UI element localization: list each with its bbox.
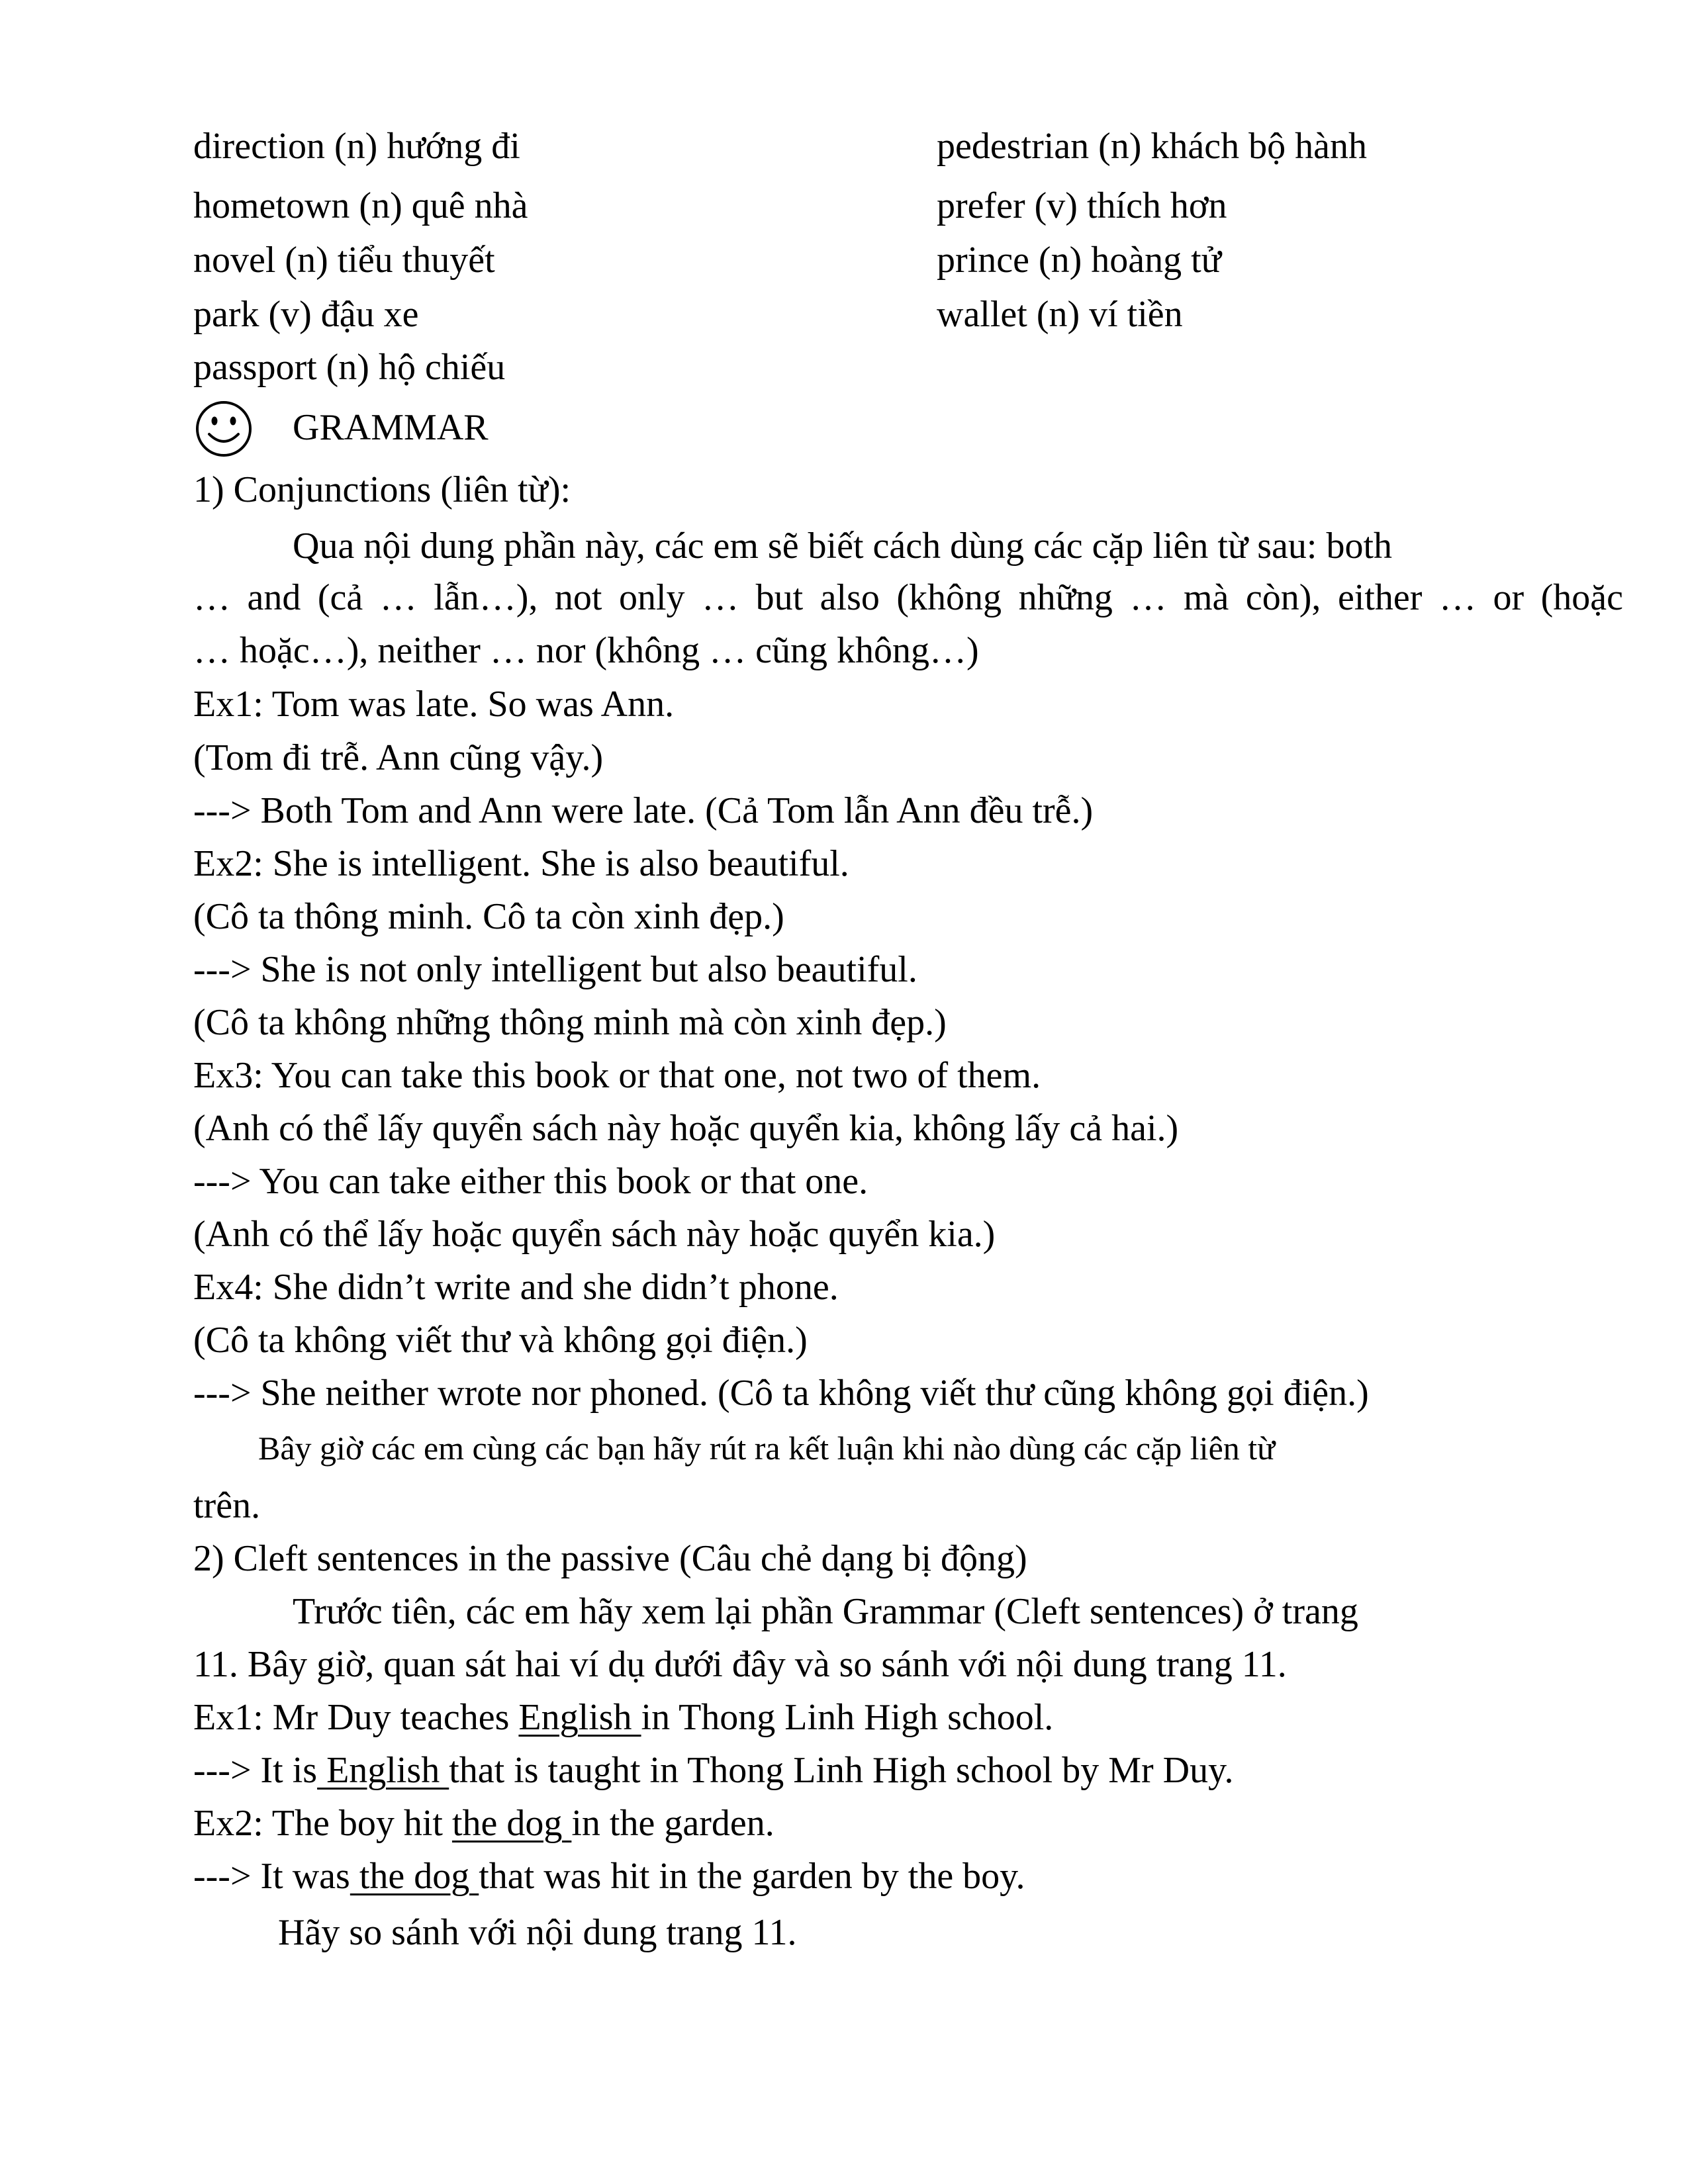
example-line: Ex1: Tom was late. So was Ann. [193, 684, 675, 725]
example-line: ---> Both Tom and Ann were late. (Cả Tom lẫn Ann đều trễ.) [193, 790, 1094, 831]
example-line: ---> She is not only intelligent but also beautiful. [193, 949, 917, 990]
example-line: ---> She neither wrote nor phoned. (Cô ta không viết thư cũng không gọi điện.) [193, 1373, 1369, 1414]
smiley-icon [193, 398, 254, 459]
section-2-title: 2) Cleft sentences in the passive (Câu chẻ dạng bị động) [193, 1538, 1027, 1579]
cleft-text: ---> It was [193, 1856, 350, 1897]
vocab-item: prince (n) hoàng tử [937, 240, 1221, 281]
cleft-focus-text: the dog [350, 1856, 479, 1897]
example-line: (Cô ta không viết thư và không gọi điện.) [193, 1320, 808, 1361]
cleft-focus-text: the dog [451, 1803, 572, 1844]
section-1-conclusion: Bây giờ các em cùng các bạn hãy rút ra kết luận khi nào dùng các cặp liên từ [258, 1430, 1276, 1467]
cleft-focus-text: English [317, 1750, 449, 1791]
example-line: Ex3: You can take this book or that one, not two of them. [193, 1055, 1041, 1096]
vocab-item: novel (n) tiểu thuyết [193, 240, 495, 281]
example-line: ---> You can take either this book or that one. [193, 1161, 868, 1202]
cleft-example-line [193, 1699, 1053, 1736]
section-1-intro-line: … hoặc…), neither … nor (không … cũng không…) [193, 630, 979, 671]
cleft-example-line [193, 1752, 1234, 1789]
vocab-item: direction (n) hướng đi [193, 126, 520, 167]
cleft-text: ---> It is [193, 1750, 318, 1791]
cleft-text: that was hit in the garden by the boy. [479, 1856, 1025, 1897]
example-line: (Tom đi trễ. Ann cũng vậy.) [193, 737, 604, 778]
example-line: (Cô ta không những thông minh mà còn xinh đẹp.) [193, 1002, 947, 1043]
section-1-intro-line: Qua nội dung phần này, các em sẽ biết cách dùng các cặp liên từ sau: both [293, 525, 1393, 567]
section-1-title: 1) Conjunctions (liên từ): [193, 469, 571, 510]
example-line: Ex2: She is intelligent. She is also beautiful. [193, 843, 849, 884]
vocab-item: pedestrian (n) khách bộ hành [937, 126, 1367, 167]
cleft-text: in Thong Linh High school. [641, 1697, 1054, 1738]
cleft-text: Ex1: Mr Duy teaches [193, 1697, 519, 1738]
grammar-heading: GRAMMAR [293, 407, 489, 448]
example-line: Ex4: She didn’t write and she didn’t phone. [193, 1267, 839, 1308]
example-line: (Anh có thể lấy hoặc quyển sách này hoặc quyển kia.) [193, 1214, 996, 1255]
section-1-intro-line: … and (cả … lẫn…), not only … but also (không những … mà còn), either … or (hoặc [193, 577, 1623, 618]
example-line: (Cô ta thông minh. Cô ta còn xinh đẹp.) [193, 896, 784, 937]
section-2-closing: Hãy so sánh với nội dung trang 11. [278, 1912, 797, 1953]
vocab-item: prefer (v) thích hơn [937, 185, 1227, 226]
section-2-intro-line: Trước tiên, các em hãy xem lại phần Grammar (Cleft sentences) ở trang [293, 1591, 1358, 1632]
cleft-text: in the garden. [571, 1803, 774, 1844]
cleft-example-line [193, 1858, 1025, 1895]
section-1-conclusion: trên. [193, 1485, 261, 1526]
cleft-focus-text: English [518, 1697, 641, 1738]
cleft-text: that is taught in Thong Linh High school by Mr Duy. [449, 1750, 1234, 1791]
vocab-item: hometown (n) quê nhà [193, 185, 528, 226]
section-2-intro-line: 11. Bây giờ, quan sát hai ví dụ dưới đây và so sánh với nội dung trang 11. [193, 1644, 1287, 1685]
cleft-example-line [193, 1805, 774, 1842]
cleft-text: Ex2: The boy hit [193, 1803, 452, 1844]
vocab-item: passport (n) hộ chiếu [193, 347, 506, 388]
vocab-item: wallet (n) ví tiền [937, 294, 1183, 335]
example-line: (Anh có thể lấy quyển sách này hoặc quyển kia, không lấy cả hai.) [193, 1108, 1179, 1149]
vocab-item: park (v) đậu xe [193, 294, 419, 335]
